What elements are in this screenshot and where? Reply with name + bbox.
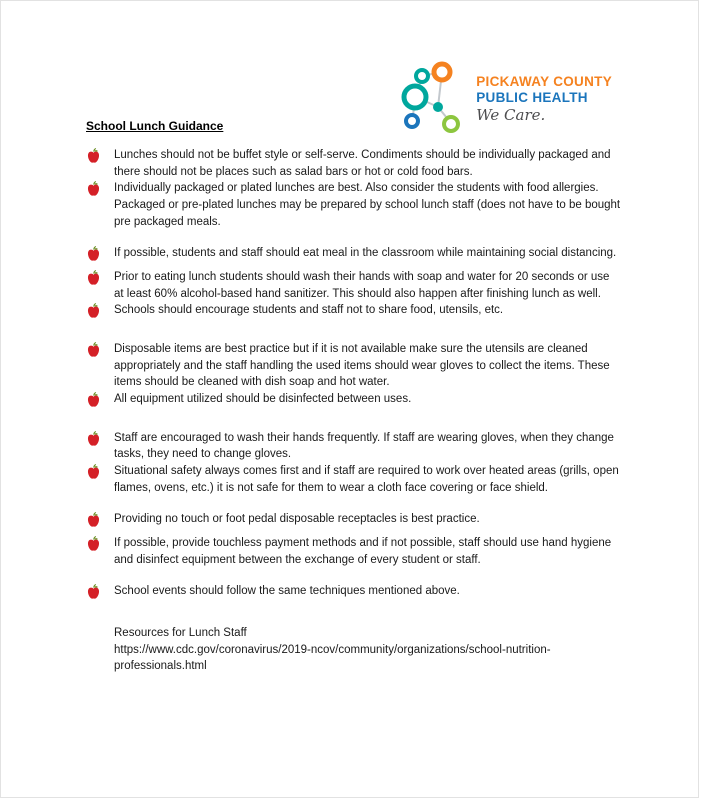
logo-text — [476, 74, 612, 124]
guidance-item — [86, 463, 621, 496]
apple-bullet-icon — [86, 463, 102, 487]
apple-bullet-icon — [86, 245, 102, 269]
apple-bullet-icon — [86, 511, 102, 535]
apple-bullet-icon — [86, 391, 102, 415]
guidance-item — [86, 302, 621, 326]
guidance-group — [86, 430, 621, 497]
guidance-content — [86, 147, 621, 675]
guidance-item-text: Prior to eating lunch students should wash their hands with soap and water for 20 seconds or use at least 60% alcohol-based hand sanitizer. This should also happen after finishing lunch as well. — [114, 271, 610, 300]
logo-tagline: We Care. — [476, 106, 546, 125]
guidance-item — [86, 583, 621, 607]
guidance-item-text: All equipment utilized should be disinfected between uses. — [114, 393, 412, 406]
guidance-group — [86, 245, 621, 326]
guidance-group — [86, 147, 621, 230]
guidance-item-text: Individually packaged or plated lunches are best. Also consider the students with food allergies. Packaged or pre-plated lunches may be prepared by school lunch staff (does not have to be bought pre packaged meals. — [114, 182, 621, 228]
guidance-item — [86, 341, 621, 391]
guidance-item-text: Schools should encourage students and staff not to share food, utensils, etc. — [114, 304, 504, 317]
logo-molecules-icon — [400, 61, 466, 138]
guidance-item — [86, 147, 621, 180]
apple-bullet-icon — [86, 302, 102, 326]
apple-bullet-icon — [86, 583, 102, 607]
guidance-item-text: If possible, provide touchless payment methods and if not possible, staff should use hand hygiene and disinfect equipment between the exchange of every student or staff. — [114, 537, 612, 566]
logo-org-line1: PICKAWAY COUNTY — [476, 74, 612, 90]
guidance-item-text: School events should follow the same techniques mentioned above. — [114, 585, 460, 598]
logo — [400, 61, 612, 138]
guidance-group — [86, 583, 621, 607]
page-title: School Lunch Guidance — [86, 119, 224, 133]
guidance-item — [86, 535, 621, 568]
apple-bullet-icon — [86, 180, 102, 204]
apple-bullet-icon — [86, 430, 102, 454]
guidance-item-text: Lunches should not be buffet style or self-serve. Condiments should be individually packaged and there should not be places such as salad bars or hot or cold food bars. — [114, 149, 611, 178]
guidance-item — [86, 511, 621, 535]
guidance-item-text: Staff are encouraged to wash their hands frequently. If staff are wearing gloves, when they change tasks, they need to change gloves. — [114, 431, 614, 461]
guidance-item-text: Providing no touch or foot pedal disposable receptacles is best practice. — [114, 513, 480, 526]
apple-bullet-icon — [86, 535, 102, 559]
apple-bullet-icon — [86, 341, 102, 365]
apple-bullet-icon — [86, 147, 102, 171]
guidance-group — [86, 511, 621, 568]
guidance-item — [86, 391, 621, 415]
guidance-item-text: If possible, students and staff should eat meal in the classroom while maintaining social distancing. — [114, 247, 617, 260]
guidance-item — [86, 180, 621, 230]
guidance-item-text: Situational safety always comes first and if staff are required to work over heated areas (grills, open flames, ovens, etc.) it is not safe for them to wear a cloth face covering or face shield. — [114, 465, 619, 494]
guidance-item — [86, 430, 621, 463]
resources-heading: Resources for Lunch Staff — [114, 627, 247, 640]
resource-link[interactable]: https://www.cdc.gov/coronavirus/2019-ncov/community/organizations/school-nutrition-professionals.html — [114, 643, 551, 673]
apple-bullet-icon — [86, 269, 102, 293]
resources-section — [114, 625, 621, 675]
guidance-item — [86, 269, 621, 302]
logo-org-line2: PUBLIC HEALTH — [476, 89, 588, 105]
guidance-group — [86, 341, 621, 415]
guidance-item-text: Disposable items are best practice but if it is not available make sure the utensils are cleaned appropriately and the staff handling the used items should wear gloves to collect the items. These items should be cleaned with dish soap and hot water. — [114, 343, 610, 389]
guidance-item — [86, 245, 621, 269]
